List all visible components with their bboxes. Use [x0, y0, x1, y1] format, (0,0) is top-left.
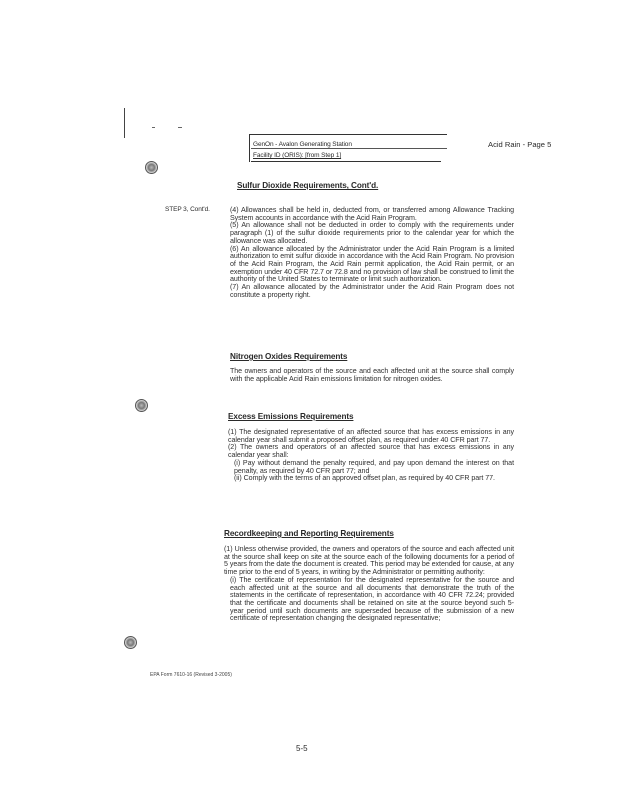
step-label: STEP 3, Cont'd. [165, 206, 210, 213]
header-box-mid [251, 148, 447, 149]
facility-id: Facility ID (ORIS): [from Step 1] [253, 152, 342, 159]
header-box-bottom [251, 161, 441, 162]
excess-paragraph: (1) The designated representative of an affected source that has excess emissions in any calendar year shall submit a proposed offset plan, as required under 40 CFR part 77. [228, 428, 514, 444]
nox-paragraph: The owners and operators of the source and each affected unit at the source shall comply with the applicable Acid Rain emissions limitation for nitrogen oxides. [230, 367, 514, 383]
nox-heading: Nitrogen Oxides Requirements [230, 352, 348, 361]
excess-subitem: (i) Pay without demand the penalty required, and pay upon demand the interest on that penalty, as required by 40 CFR part 77; and [234, 458, 514, 475]
punch-hole-icon [135, 399, 148, 412]
margin-mark [178, 127, 182, 128]
nox-body [230, 368, 514, 383]
header-box-left [249, 134, 250, 162]
facility-name: GenOn - Avalon Generating Station [253, 141, 352, 148]
so2-heading: Sulfur Dioxide Requirements, Cont'd. [237, 181, 379, 190]
form-id: EPA Form 7610-16 (Revised 3-2005) [150, 672, 232, 678]
records-subitem: (i) The certificate of representation for the designated representative for the source and each affected unit at the source and all documents that demonstrate the truth of the statements in the certificate of representation, in accordance with 40 CFR 72.24; provided that the certificate and documents shall be retained on site at the source beyond such 5-year period until such documents are superseded because of the submission of a new certificate of representation changing the designated representative; [230, 575, 514, 623]
excess-body [228, 429, 514, 483]
records-paragraph: (1) Unless otherwise provided, the owners and operators of the source and each affected unit at the source shall keep on site at the source each of the following documents for a period of 5 years from the date the document is created. This period may be extended for cause, at any time prior to the end of 5 years, in writing by the Administrator or permitting authority: [224, 545, 514, 577]
header-box-top [249, 134, 447, 135]
page-number: 5-5 [296, 744, 308, 753]
records-body [224, 546, 514, 623]
margin-mark [124, 108, 125, 138]
so2-paragraph: (6) An allowance allocated by the Administrator under the Acid Rain Program is a limited authorization to emit sulfur dioxide in accordance with the Acid Rain Program. No provision of the Acid Rain Program, the Acid Rain permit application, the Acid Rain permit, or an exemption under 40 CFR 72.7 or 72.8 and no provision of law shall be construed to limit the authority of the United States to terminate or limit such authorization. [230, 244, 514, 284]
records-heading: Recordkeeping and Reporting Requirements [224, 529, 394, 538]
excess-subitem: (ii) Comply with the terms of an approved offset plan, as required by 40 CFR part 77. [234, 474, 495, 483]
excess-paragraph: (2) The owners and operators of an affected source that has excess emissions in any calendar year shall: [228, 443, 514, 460]
page-label: Acid Rain - Page 5 [488, 140, 552, 149]
so2-paragraph: (7) An allowance allocated by the Administrator under the Acid Rain Program does not constitute a property right. [230, 283, 514, 299]
punch-hole-icon [145, 161, 158, 174]
so2-paragraph: (5) An allowance shall not be deducted in order to comply with the requirements under paragraph (1) of the sulfur dioxide requirements prior to the calendar year for which the allowance was allocated. [230, 221, 514, 245]
punch-hole-icon [124, 636, 137, 649]
margin-mark [152, 127, 155, 128]
so2-body [230, 207, 514, 299]
so2-paragraph: (4) Allowances shall be held in, deducted from, or transferred among Allowance Tracking System accounts in accordance with the Acid Rain Program. [230, 206, 514, 222]
excess-heading: Excess Emissions Requirements [228, 412, 354, 421]
